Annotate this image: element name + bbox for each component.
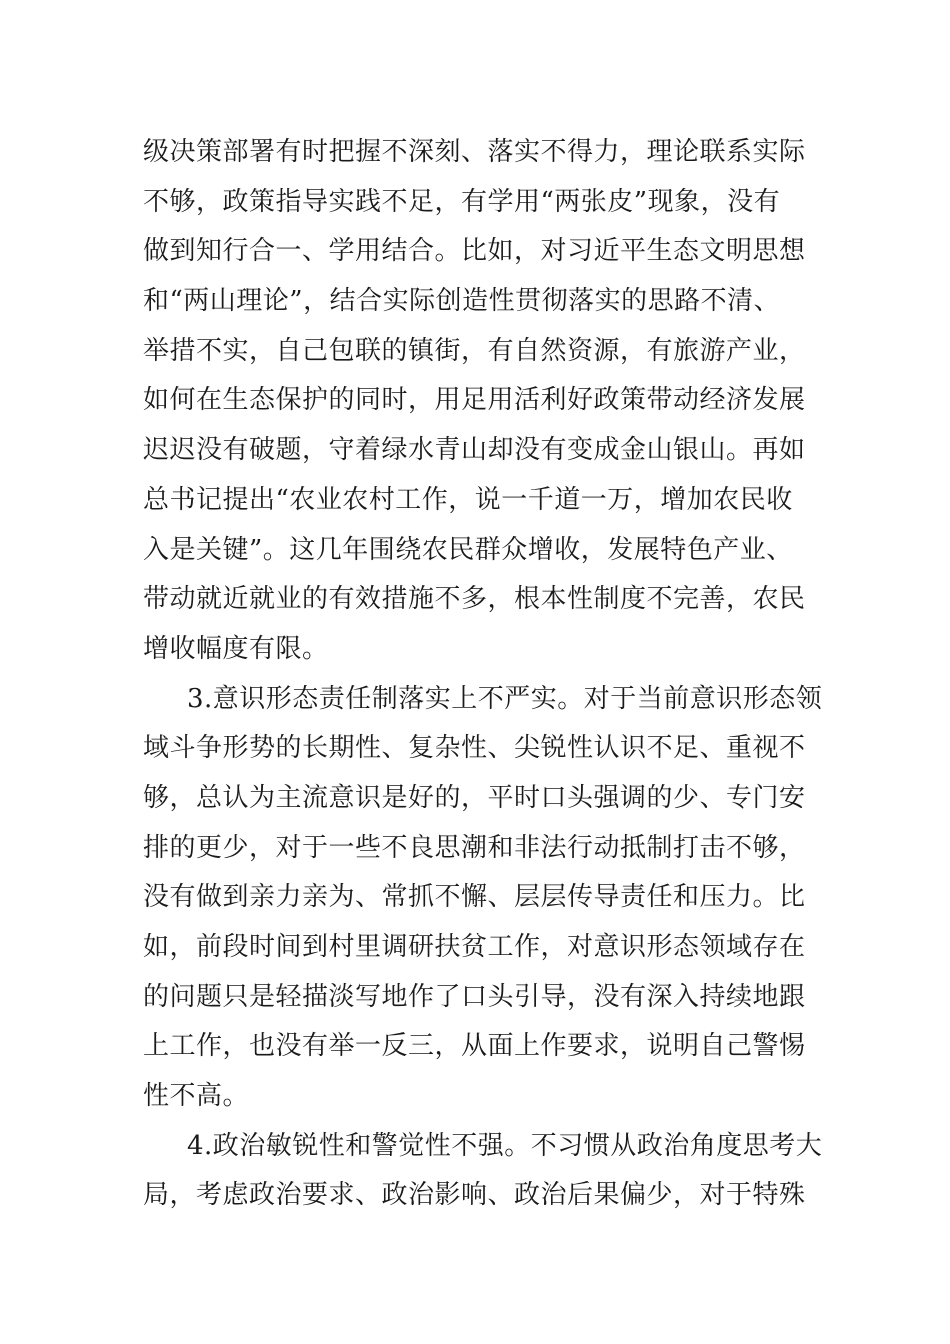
text-line: 不够，政策指导实践不足，有学用“两张皮”现象，没有 — [143, 186, 781, 217]
text-line: 上工作，也没有举一反三，从面上作要求，说明自己警惕 — [143, 1031, 806, 1062]
text-line: 举措不实，自己包联的镇街，有自然资源，有旅游产业， — [143, 335, 806, 366]
text-line: 级决策部署有时把握不深刻、落实不得力，理论联系实际 — [143, 137, 806, 167]
document-body — [143, 128, 823, 1221]
text-line: 增收幅度有限。 — [143, 633, 329, 664]
section-heading-line: 4.政治敏锐性和警觉性不强。不习惯从政治角度思考大 — [187, 1130, 823, 1161]
text-line: 迟迟没有破题，守着绿水青山却没有变成金山银山。再如 — [143, 435, 806, 466]
text-line: 如何在生态保护的同时，用足用活利好政策带动经济发展 — [143, 385, 806, 416]
text-line: 没有做到亲力亲为、常抓不懈、层层传导责任和压力。比 — [143, 882, 806, 913]
text-line: 带动就近就业的有效措施不多，根本性制度不完善，农民 — [143, 584, 806, 615]
text-line: 的问题只是轻描淡写地作了口头引导，没有深入持续地跟 — [143, 981, 806, 1012]
text-line: 局，考虑政治要求、政治影响、政治后果偏少，对于特殊 — [143, 1180, 806, 1211]
text-line: 做到知行合一、学用结合。比如，对习近平生态文明思想 — [143, 236, 806, 267]
section-heading-line: 3.意识形态责任制落实上不严实。对于当前意识形态领 — [187, 683, 823, 714]
text-line: 如，前段时间到村里调研扶贫工作，对意识形态领域存在 — [143, 932, 806, 962]
text-line: 总书记提出“农业农村工作，说一千道一万，增加农民收 — [143, 484, 793, 515]
text-line: 性不高。 — [143, 1081, 250, 1112]
text-line: 排的更少，对于一些不良思潮和非法行动抵制打击不够， — [143, 832, 806, 863]
text-line: 够，总认为主流意识是好的，平时口头强调的少、专门安 — [143, 782, 806, 813]
text-line: 入是关键”。这几年围绕农民群众增收，发展特色产业、 — [143, 534, 793, 565]
text-line: 和“两山理论”，结合实际创造性贯彻落实的思路不清、 — [143, 286, 781, 317]
text-line: 域斗争形势的长期性、复杂性、尖锐性认识不足、重视不 — [143, 733, 806, 764]
